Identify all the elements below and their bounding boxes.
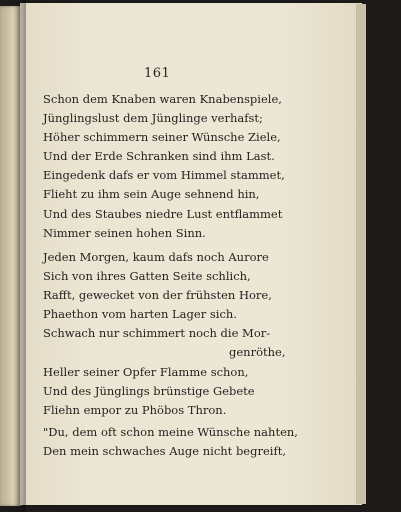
page-number: 161 xyxy=(144,66,171,81)
poem-line: Schon dem Knaben waren Knabenspiele, xyxy=(43,92,282,106)
poem-line: Schwach nur schimmert noch die Mor- xyxy=(43,326,271,341)
poem-line: Jeden Morgen, kaum dafs noch Aurore xyxy=(43,250,269,264)
stanza-1 xyxy=(43,90,285,243)
poem-line: "Du, dem oft schon meine Wünsche nahten, xyxy=(43,425,298,439)
poem-line: Und des Staubes niedre Lust entflammet xyxy=(43,206,283,221)
poem-line: Höher schimmern seiner Wünsche Ziele, xyxy=(43,130,281,145)
page-stack-edge xyxy=(356,4,366,504)
poem-line: Und des Jünglings brünstige Gebete xyxy=(43,383,255,398)
stanza-3 xyxy=(43,423,298,461)
poem-line: Jünglingslust dem Jünglinge verhafst; xyxy=(43,111,263,126)
poem-line: Eingedenk dafs er vom Himmel stammet, xyxy=(43,168,285,183)
poem-line: Und der Erde Schranken sind ihm Last. xyxy=(43,149,275,164)
poem-line: Flieht zu ihm sein Auge sehnend hin, xyxy=(43,187,260,202)
poem-line: Rafft, gewecket von der frühsten Hore, xyxy=(43,288,272,303)
poem-line: Sich von ihres Gatten Seite schlich, xyxy=(43,269,251,284)
poem-line: Fliehn empor zu Phöbos Thron. xyxy=(43,402,227,417)
poem-line: Nimmer seinen hohen Sinn. xyxy=(43,225,206,240)
poem-line: Den mein schwaches Auge nicht begreift, xyxy=(43,444,286,459)
poem-line: Heller seiner Opfer Flamme schon, xyxy=(43,364,249,379)
stanza-2 xyxy=(43,248,285,420)
spine-shadow xyxy=(14,0,26,512)
poem-line-continuation: genröthe, xyxy=(229,345,286,360)
poem-line: Phaethon vom harten Lager sich. xyxy=(43,307,237,322)
